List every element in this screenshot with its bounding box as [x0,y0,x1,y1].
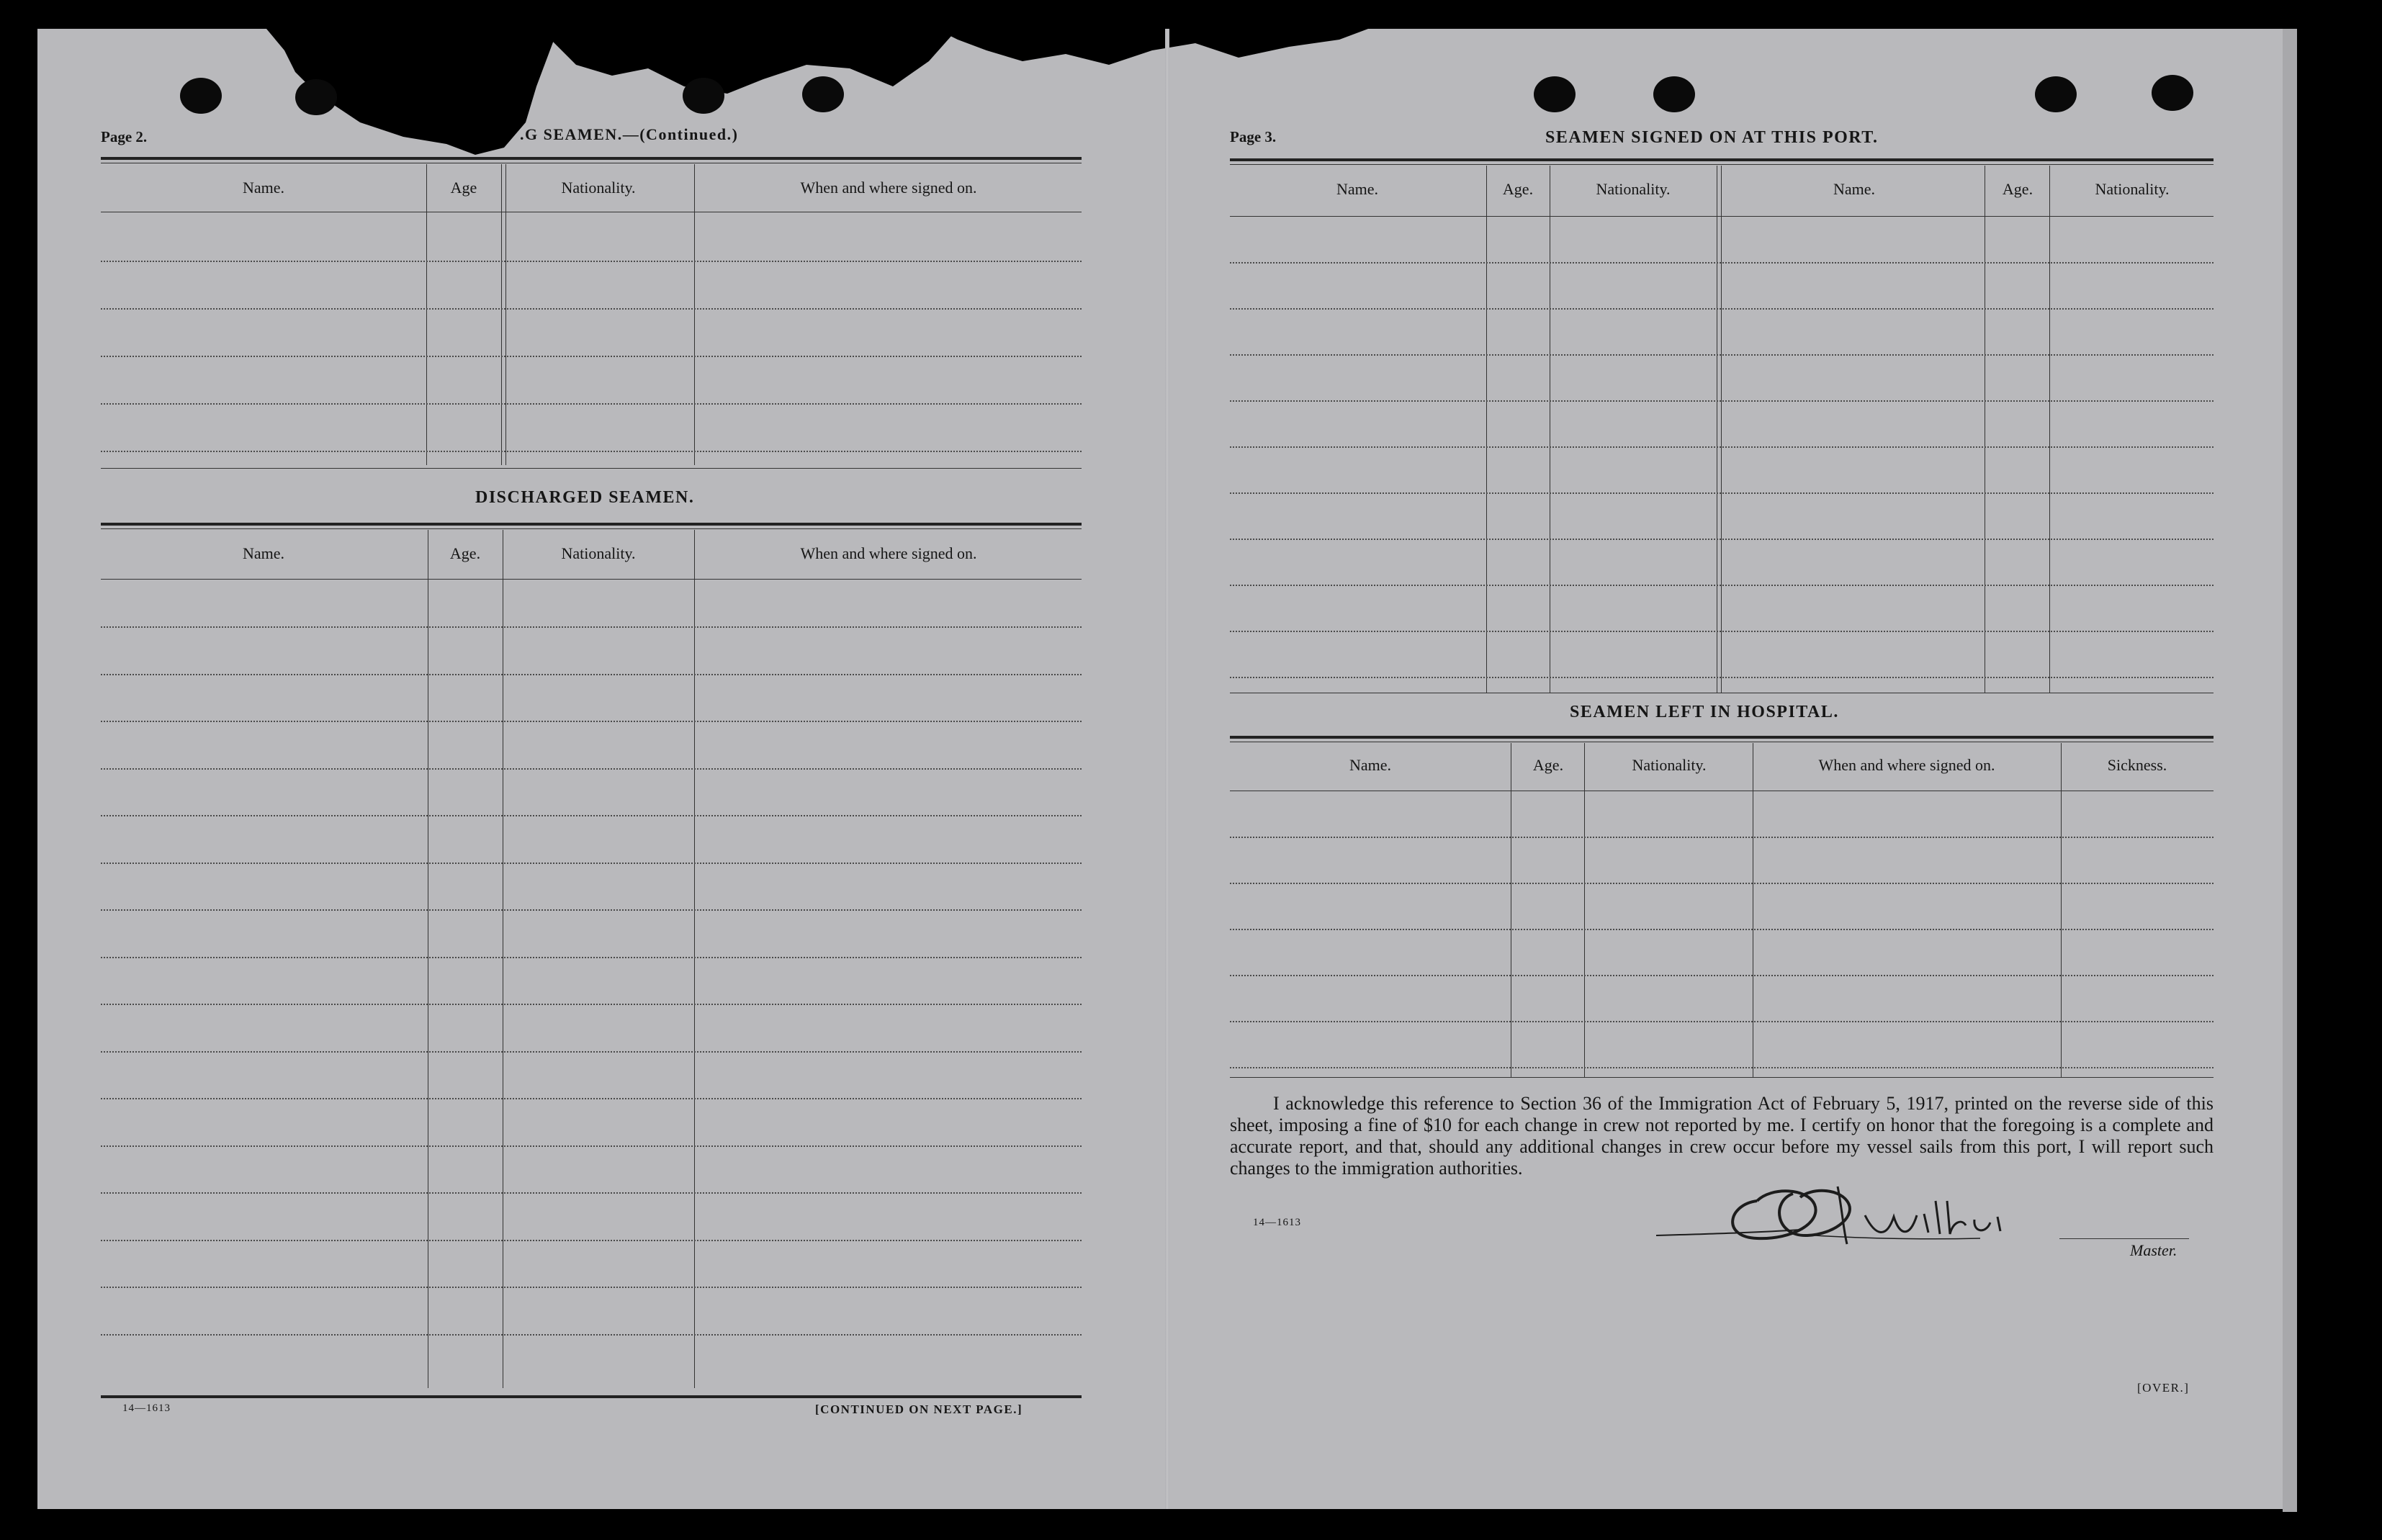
entry-line [1230,883,2214,884]
over-footer: [OVER.] [2137,1381,2190,1395]
column-divider [694,164,695,465]
section-title-hospital: SEAMEN LEFT IN HOSPITAL. [1570,703,1839,721]
entry-line [101,768,1082,770]
entry-line [101,1004,1082,1005]
discharged-top-rule [101,523,1082,526]
punch-hole [683,78,724,114]
entry-line [101,815,1082,816]
entry-line [1230,1021,2214,1022]
entry-line [1230,837,2214,838]
entry-line [1230,929,2214,930]
column-header-nationality: Nationality. [1596,180,1671,198]
form-number: 14—1613 [122,1402,171,1414]
discharged-top-rule-thin [101,528,1082,529]
column-divider [501,164,502,465]
entry-line [1230,492,2214,494]
entry-line [101,1145,1082,1147]
entry-line [1230,677,2214,678]
page-number: Page 2. [101,128,148,145]
bottom-rule [101,1395,1082,1398]
column-header-sickness: Sickness. [2107,756,2167,774]
punch-hole [802,76,844,112]
column-divider [694,530,695,1388]
entry-line [101,308,1082,310]
column-header-name: Name. [1349,756,1392,774]
column-header-nationality: Nationality. [1632,756,1707,774]
form-number: 14—1613 [1253,1217,1301,1228]
column-header-age: Age. [1532,756,1564,774]
entry-line [101,356,1082,357]
entry-line [101,674,1082,675]
entry-line [101,863,1082,864]
center-fold [1165,29,1169,1509]
acknowledgment-text [1230,1093,2214,1179]
column-header-name-2: Name. [1833,180,1876,198]
section-end-rule [1230,1077,2214,1078]
punch-hole [295,79,337,115]
entry-line [101,909,1082,911]
entry-line [101,1051,1082,1053]
entry-line [101,1098,1082,1099]
header-rule [101,579,1082,580]
column-header-age-2: Age. [2002,180,2033,198]
master-label: Master. [2130,1241,2177,1259]
section-title-discharged: DISCHARGED SEAMEN. [475,488,695,507]
entry-line [101,957,1082,958]
punch-hole [180,78,222,114]
signed-on-top-rule-thin [1230,164,2214,165]
column-header-age: Age. [449,544,481,562]
acknowledgment-paragraph: I acknowledge this reference to Section 36 of the Immigration Act of February 5, 1917, printed on the reverse side of this sheet, imposing a fine of $10 for each change in crew not reported by me. I certify on honor that the foregoing is a complete and accurate report, and that, should any additional changes in crew occur before my vessel sails from this port, I will report such changes to the immigration authorities. [1230,1093,2214,1179]
column-header-when-where: When and where signed on. [800,179,977,197]
column-header-when-where: When and where signed on. [1818,756,1995,774]
column-divider [505,164,506,465]
entry-line [1230,975,2214,976]
punch-hole [2152,75,2193,111]
column-header-nationality: Nationality. [561,544,636,562]
section-end-rule [101,468,1082,469]
column-header-name: Name. [242,179,285,197]
column-divider [426,164,427,465]
entry-line [1230,308,2214,310]
column-divider [1486,166,1487,693]
entry-line [1230,1067,2214,1068]
entry-line [101,1240,1082,1241]
punch-hole [1534,76,1576,112]
entry-line [101,1192,1082,1194]
entry-line [101,626,1082,628]
top-rule [101,157,1082,160]
entry-line [1230,539,2214,540]
column-header-age: Age. [1502,180,1534,198]
continued-footer: [CONTINUED ON NEXT PAGE.] [815,1402,1023,1416]
entry-line [1230,354,2214,356]
punch-hole [2035,76,2077,112]
entry-line [1230,446,2214,448]
column-header-when-where: When and where signed on. [800,544,977,562]
entry-line [101,1287,1082,1288]
entry-line [1230,262,2214,264]
entry-line [1230,400,2214,402]
section-title-signed-on: SEAMEN SIGNED ON AT THIS PORT. [1545,128,1879,147]
column-header-nationality-2: Nationality. [2095,180,2170,198]
punch-hole [1653,76,1695,112]
hospital-top-rule [1230,736,2214,739]
column-divider [1721,166,1722,693]
column-header-age: Age [450,179,477,197]
column-header-nationality: Nationality. [561,179,636,197]
signed-on-top-rule [1230,158,2214,161]
entry-line [101,1334,1082,1336]
entry-line [101,403,1082,405]
page-number: Page 3. [1230,128,1277,145]
entry-line [1230,585,2214,586]
column-header-name: Name. [1336,180,1379,198]
column-divider [1584,743,1585,1077]
signature-line [2059,1238,2189,1239]
column-divider [2049,166,2050,693]
entry-line [1230,631,2214,632]
entry-line [101,721,1082,722]
master-signature [1649,1172,2095,1251]
column-header-name: Name. [242,544,285,562]
entry-line [101,451,1082,452]
header-rule [1230,216,2214,217]
entry-line [101,261,1082,262]
section-title-continued: .G SEAMEN.—(Continued.) [520,125,739,143]
column-divider [2061,743,2062,1077]
